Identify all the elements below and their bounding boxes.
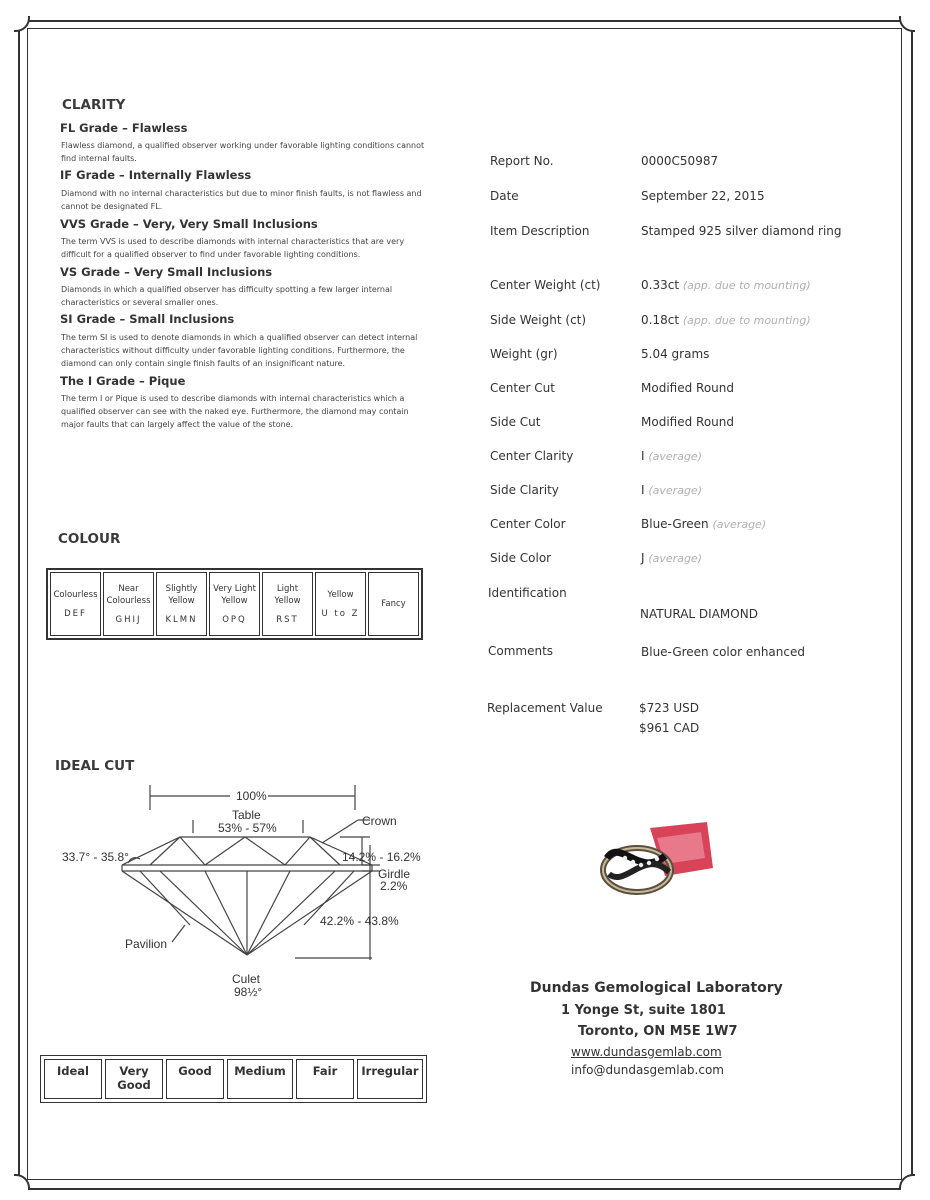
clarity-grade-desc: The term I or Pique is used to describe diamonds with internal characteristics which a qualified observer can see with the naked eye. Furthermore, the diamond may contain major faults that can largely affect the value of the stone.	[61, 394, 409, 429]
clarity-grade-name: VS Grade – Very Small Inclusions	[60, 265, 273, 279]
report-value: 5.04 grams	[641, 347, 710, 361]
value-text: I	[641, 483, 645, 497]
report-label: Side Color	[490, 551, 552, 565]
cut-grade-cell: Good	[166, 1059, 224, 1099]
value-note: (average)	[648, 450, 702, 463]
comments-value: Blue-Green color enhanced	[641, 645, 805, 659]
report-label: Center Color	[490, 517, 566, 531]
report-value	[641, 517, 766, 531]
clarity-grade-name: SI Grade – Small Inclusions	[60, 312, 235, 326]
value-note: (average)	[648, 552, 702, 565]
lab-address-line2: Toronto, ON M5E 1W7	[578, 1024, 738, 1039]
report-value: 0000C50987	[641, 154, 719, 168]
cut-grade-table	[40, 1055, 427, 1103]
table-range: 53% - 57%	[218, 821, 277, 835]
value-text: J	[641, 551, 645, 565]
colour-heading: COLOUR	[58, 531, 121, 547]
report-label: Center Weight (ct)	[490, 278, 601, 292]
ideal-cut-diagram	[40, 775, 440, 1005]
width-label: 100%	[236, 789, 267, 803]
colour-label: Slightly Yellow	[165, 584, 198, 606]
colour-label: Fancy	[381, 599, 406, 609]
value-text: 0.18ct	[641, 313, 680, 327]
crown-label: Crown	[362, 814, 397, 828]
report-value: Stamped 925 silver diamond ring	[641, 224, 842, 238]
value-text: 0.33ct	[641, 278, 680, 292]
value-text: I	[641, 449, 645, 463]
report-label: Side Clarity	[490, 483, 559, 497]
identification-label: Identification	[488, 586, 567, 600]
colour-label: Very Light Yellow	[213, 584, 256, 606]
colour-cell	[368, 572, 419, 636]
colour-cell	[209, 572, 260, 636]
report-value: Modified Round	[641, 381, 734, 395]
clarity-grade-desc: The term SI is used to denote diamonds in which a qualified observer can detect internal characteristics without difficulty under favorable lighting conditions. Furthermore, the diamond can only contain single finish faults of an insignificant nature.	[61, 333, 418, 368]
replacement-cad: $961 CAD	[639, 721, 700, 735]
lab-website-link[interactable]: www.dundasgemlab.com	[571, 1045, 722, 1059]
report-value: September 22, 2015	[641, 189, 765, 203]
lab-name: Dundas Gemological Laboratory	[530, 980, 783, 996]
lab-email: info@dundasgemlab.com	[571, 1063, 724, 1077]
colour-code: RST	[276, 615, 299, 625]
ring-photo	[595, 818, 720, 903]
replacement-usd: $723 USD	[639, 701, 699, 715]
report-value	[641, 278, 811, 292]
pavilion-label: Pavilion	[125, 937, 168, 951]
report-value	[641, 313, 811, 327]
report-value	[641, 449, 702, 463]
colour-code: KLMN	[165, 615, 198, 625]
culet-label: Culet	[232, 972, 261, 986]
clarity-grade-name: IF Grade – Internally Flawless	[60, 168, 252, 182]
report-label: Date	[490, 189, 519, 203]
colour-cell	[103, 572, 154, 636]
colour-cell	[262, 572, 313, 636]
girdle-label: Girdle	[378, 867, 411, 881]
clarity-grade-name: FL Grade – Flawless	[60, 121, 188, 135]
colour-scale-table	[46, 568, 423, 640]
report-label: Report No.	[490, 154, 554, 168]
colour-code: DEF	[64, 609, 87, 619]
clarity-grade-name: The I Grade – Pique	[60, 374, 186, 388]
colour-cell	[315, 572, 366, 636]
cut-grade-cell: Fair	[296, 1059, 354, 1099]
report-label: Side Cut	[490, 415, 541, 429]
cut-grade-cell: Medium	[227, 1059, 293, 1099]
colour-label: Colourless	[53, 590, 98, 600]
culet-value: 98½°	[234, 985, 263, 999]
pavilion-depth: 42.2% - 43.8%	[320, 914, 399, 928]
colour-label: Yellow	[327, 590, 354, 600]
table-label: Table	[232, 808, 261, 822]
report-value	[641, 551, 702, 565]
report-label: Center Clarity	[490, 449, 574, 463]
cut-grade-cell: Irregular	[357, 1059, 423, 1099]
colour-cell	[50, 572, 101, 636]
value-note: (average)	[648, 484, 702, 497]
colour-label: Near Colourless	[106, 584, 151, 606]
colour-label: Light Yellow	[274, 584, 301, 606]
colour-code: U to Z	[321, 609, 360, 619]
identification-value: NATURAL DIAMOND	[640, 607, 758, 621]
crown-angle: 33.7° - 35.8°	[62, 850, 129, 864]
report-label: Side Weight (ct)	[490, 313, 587, 327]
report-value: Modified Round	[641, 415, 734, 429]
value-text: Blue-Green	[641, 517, 709, 531]
girdle-value: 2.2%	[380, 879, 408, 893]
lab-address-line1: 1 Yonge St, suite 1801	[561, 1003, 726, 1018]
clarity-heading: CLARITY	[62, 97, 126, 113]
replacement-label: Replacement Value	[487, 701, 603, 715]
colour-cell	[156, 572, 207, 636]
cut-grade-cell: Very Good	[105, 1059, 163, 1099]
comments-label: Comments	[488, 644, 554, 658]
value-note: (app. due to mounting)	[682, 279, 811, 292]
report-label: Weight (gr)	[490, 347, 558, 361]
cut-grade-cell: Ideal	[44, 1059, 102, 1099]
clarity-grade-desc: Diamond with no internal characteristics but due to minor finish faults, is not flawless and cannot be designated FL.	[61, 189, 422, 211]
colour-code: OPQ	[222, 615, 247, 625]
clarity-grade-desc: Diamonds in which a qualified observer has difficulty spotting a few larger internal characteristics or several smaller ones.	[61, 285, 393, 307]
report-label: Center Cut	[490, 381, 555, 395]
value-note: (average)	[712, 518, 767, 531]
colour-code: GHIJ	[115, 615, 142, 625]
clarity-grade-name: VVS Grade – Very, Very Small Inclusions	[60, 217, 318, 231]
report-label: Item Description	[490, 224, 590, 238]
value-note: (app. due to mounting)	[682, 314, 811, 327]
ideal-cut-heading: IDEAL CUT	[55, 758, 135, 774]
clarity-grade-desc: Flawless diamond, a qualified observer working under favorable lighting conditions cannot find internal faults.	[61, 141, 425, 163]
crown-height: 14.2% - 16.2%	[342, 850, 421, 864]
clarity-grade-desc: The term VVS is used to describe diamonds with internal characteristics that are very difficult for a qualified observer to find under favorable lighting conditions.	[61, 237, 405, 259]
report-value	[641, 483, 702, 497]
